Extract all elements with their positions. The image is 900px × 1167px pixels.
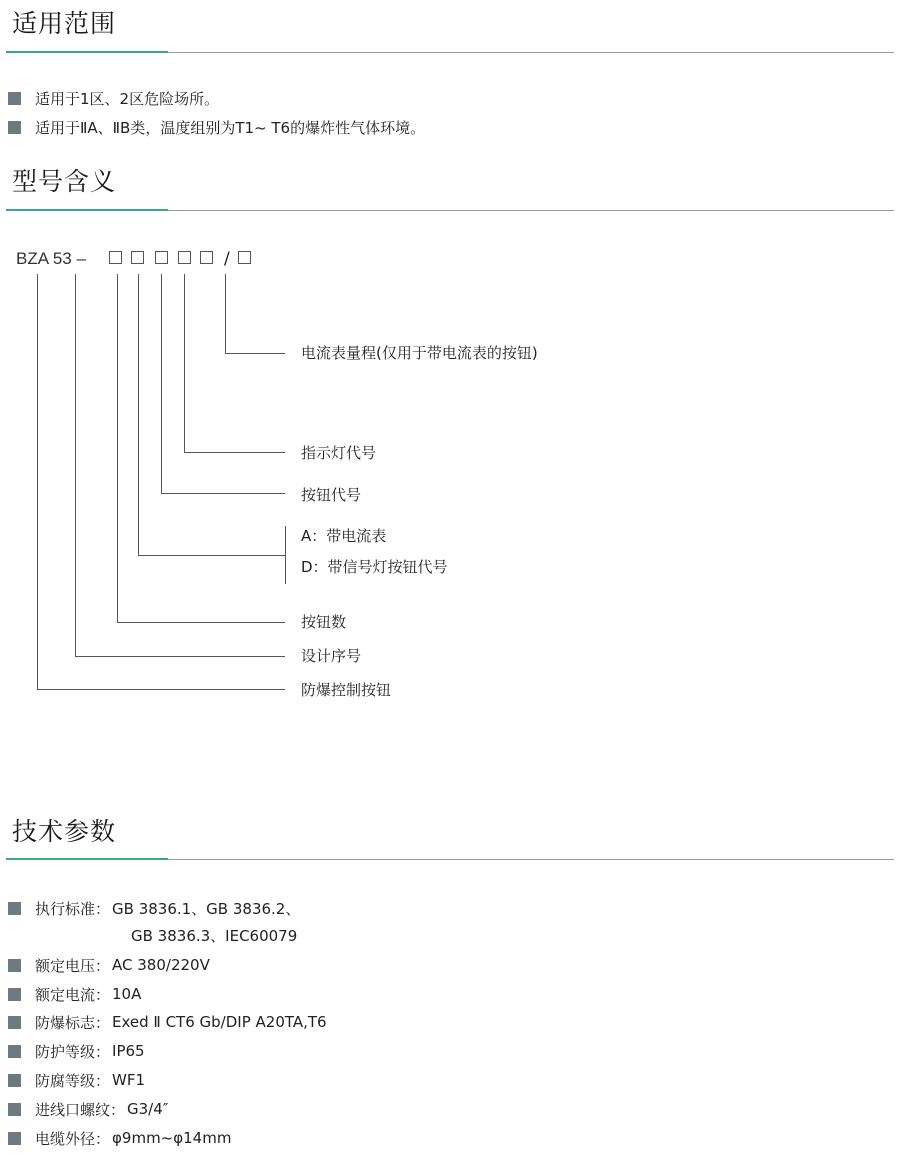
spec-value-continued: GB 3836.3、IEC60079 <box>131 927 298 945</box>
label-indicator-code: 指示灯代号 <box>301 444 377 462</box>
square-bullet-icon <box>8 92 21 105</box>
leader-line <box>37 689 285 690</box>
code-slot-box <box>238 251 251 264</box>
code-slot-box <box>200 251 213 264</box>
code-slot-box <box>131 251 144 264</box>
square-bullet-icon <box>8 1045 21 1058</box>
leader-line <box>225 274 226 354</box>
label-design-seq: 设计序号 <box>301 647 362 665</box>
bracket-line <box>285 526 286 584</box>
label-button-code: 按钮代号 <box>301 486 362 504</box>
square-bullet-icon <box>8 1074 21 1087</box>
leader-line <box>37 274 38 690</box>
divider-accent <box>6 209 168 211</box>
scope-item-text: 适用于1区、2区危险场所。 <box>35 89 220 108</box>
leader-line <box>184 274 185 452</box>
leader-line <box>117 274 118 623</box>
square-bullet-icon <box>8 1103 21 1116</box>
section-divider <box>6 210 894 211</box>
spec-row <box>8 984 141 1004</box>
spec-row <box>8 955 210 975</box>
section-title-model: 型号含义 <box>12 167 117 196</box>
spec-label: 防腐等级： <box>35 1071 111 1090</box>
section-divider <box>6 52 894 53</box>
model-code-prefix: BZA 53 – <box>16 249 86 268</box>
spec-value: 10A <box>112 985 142 1003</box>
section-title-specs: 技术参数 <box>12 817 117 846</box>
leader-line <box>138 274 139 556</box>
leader-line <box>117 622 285 623</box>
code-slot-box <box>155 251 168 264</box>
square-bullet-icon <box>8 1132 21 1145</box>
spec-label: 防爆标志： <box>35 1013 111 1032</box>
spec-row <box>8 1041 145 1061</box>
label-product: 防爆控制按钮 <box>301 681 392 699</box>
scope-item-text: 适用于ⅡA、ⅡB类，温度组别为T1~ T6的爆炸性气体环境。 <box>35 118 426 137</box>
spec-row <box>8 1070 145 1090</box>
square-bullet-icon <box>8 959 21 972</box>
spec-row <box>8 1012 327 1032</box>
square-bullet-icon <box>8 988 21 1001</box>
spec-value: G3/4″ <box>127 1100 169 1118</box>
model-code-slash: / <box>224 249 230 269</box>
spec-value: AC 380/220V <box>112 956 210 974</box>
spec-label: 进线口螺纹： <box>35 1100 126 1119</box>
spec-row <box>8 1128 231 1148</box>
section-title-scope: 适用范围 <box>12 9 117 38</box>
spec-label: 执行标准： <box>35 899 111 918</box>
list-item <box>8 117 425 137</box>
spec-label: 电缆外径： <box>35 1129 111 1148</box>
label-option-d: D：带信号灯按钮代号 <box>301 558 448 576</box>
spec-row <box>8 1099 168 1119</box>
leader-line <box>75 274 76 657</box>
leader-line <box>161 493 285 494</box>
spec-label: 额定电流： <box>35 985 111 1004</box>
spec-value: GB 3836.1、GB 3836.2、 <box>112 899 301 918</box>
square-bullet-icon <box>8 902 21 915</box>
spec-value: Exed Ⅱ CT6 Gb/DIP A20TA,T6 <box>112 1013 327 1031</box>
label-button-count: 按钮数 <box>301 613 347 631</box>
leader-line <box>75 656 285 657</box>
square-bullet-icon <box>8 1016 21 1029</box>
leader-line <box>184 452 285 453</box>
leader-line <box>161 274 162 493</box>
spec-label: 额定电压： <box>35 956 111 975</box>
leader-line <box>138 555 285 556</box>
label-ammeter-range: 电流表量程(仅用于带电流表的按钮) <box>301 344 538 362</box>
divider-accent <box>6 51 168 53</box>
leader-line <box>225 353 285 354</box>
spec-value: IP65 <box>112 1042 145 1060</box>
label-option-a: A：带电流表 <box>301 527 387 545</box>
square-bullet-icon <box>8 121 21 134</box>
section-divider <box>6 859 894 860</box>
code-slot-box <box>109 251 122 264</box>
spec-value: φ9mm~φ14mm <box>112 1129 232 1147</box>
spec-label: 防护等级： <box>35 1042 111 1061</box>
list-item <box>8 88 219 108</box>
spec-value: WF1 <box>112 1071 146 1089</box>
code-slot-box <box>178 251 191 264</box>
spec-row <box>8 898 300 918</box>
divider-accent <box>6 858 168 860</box>
